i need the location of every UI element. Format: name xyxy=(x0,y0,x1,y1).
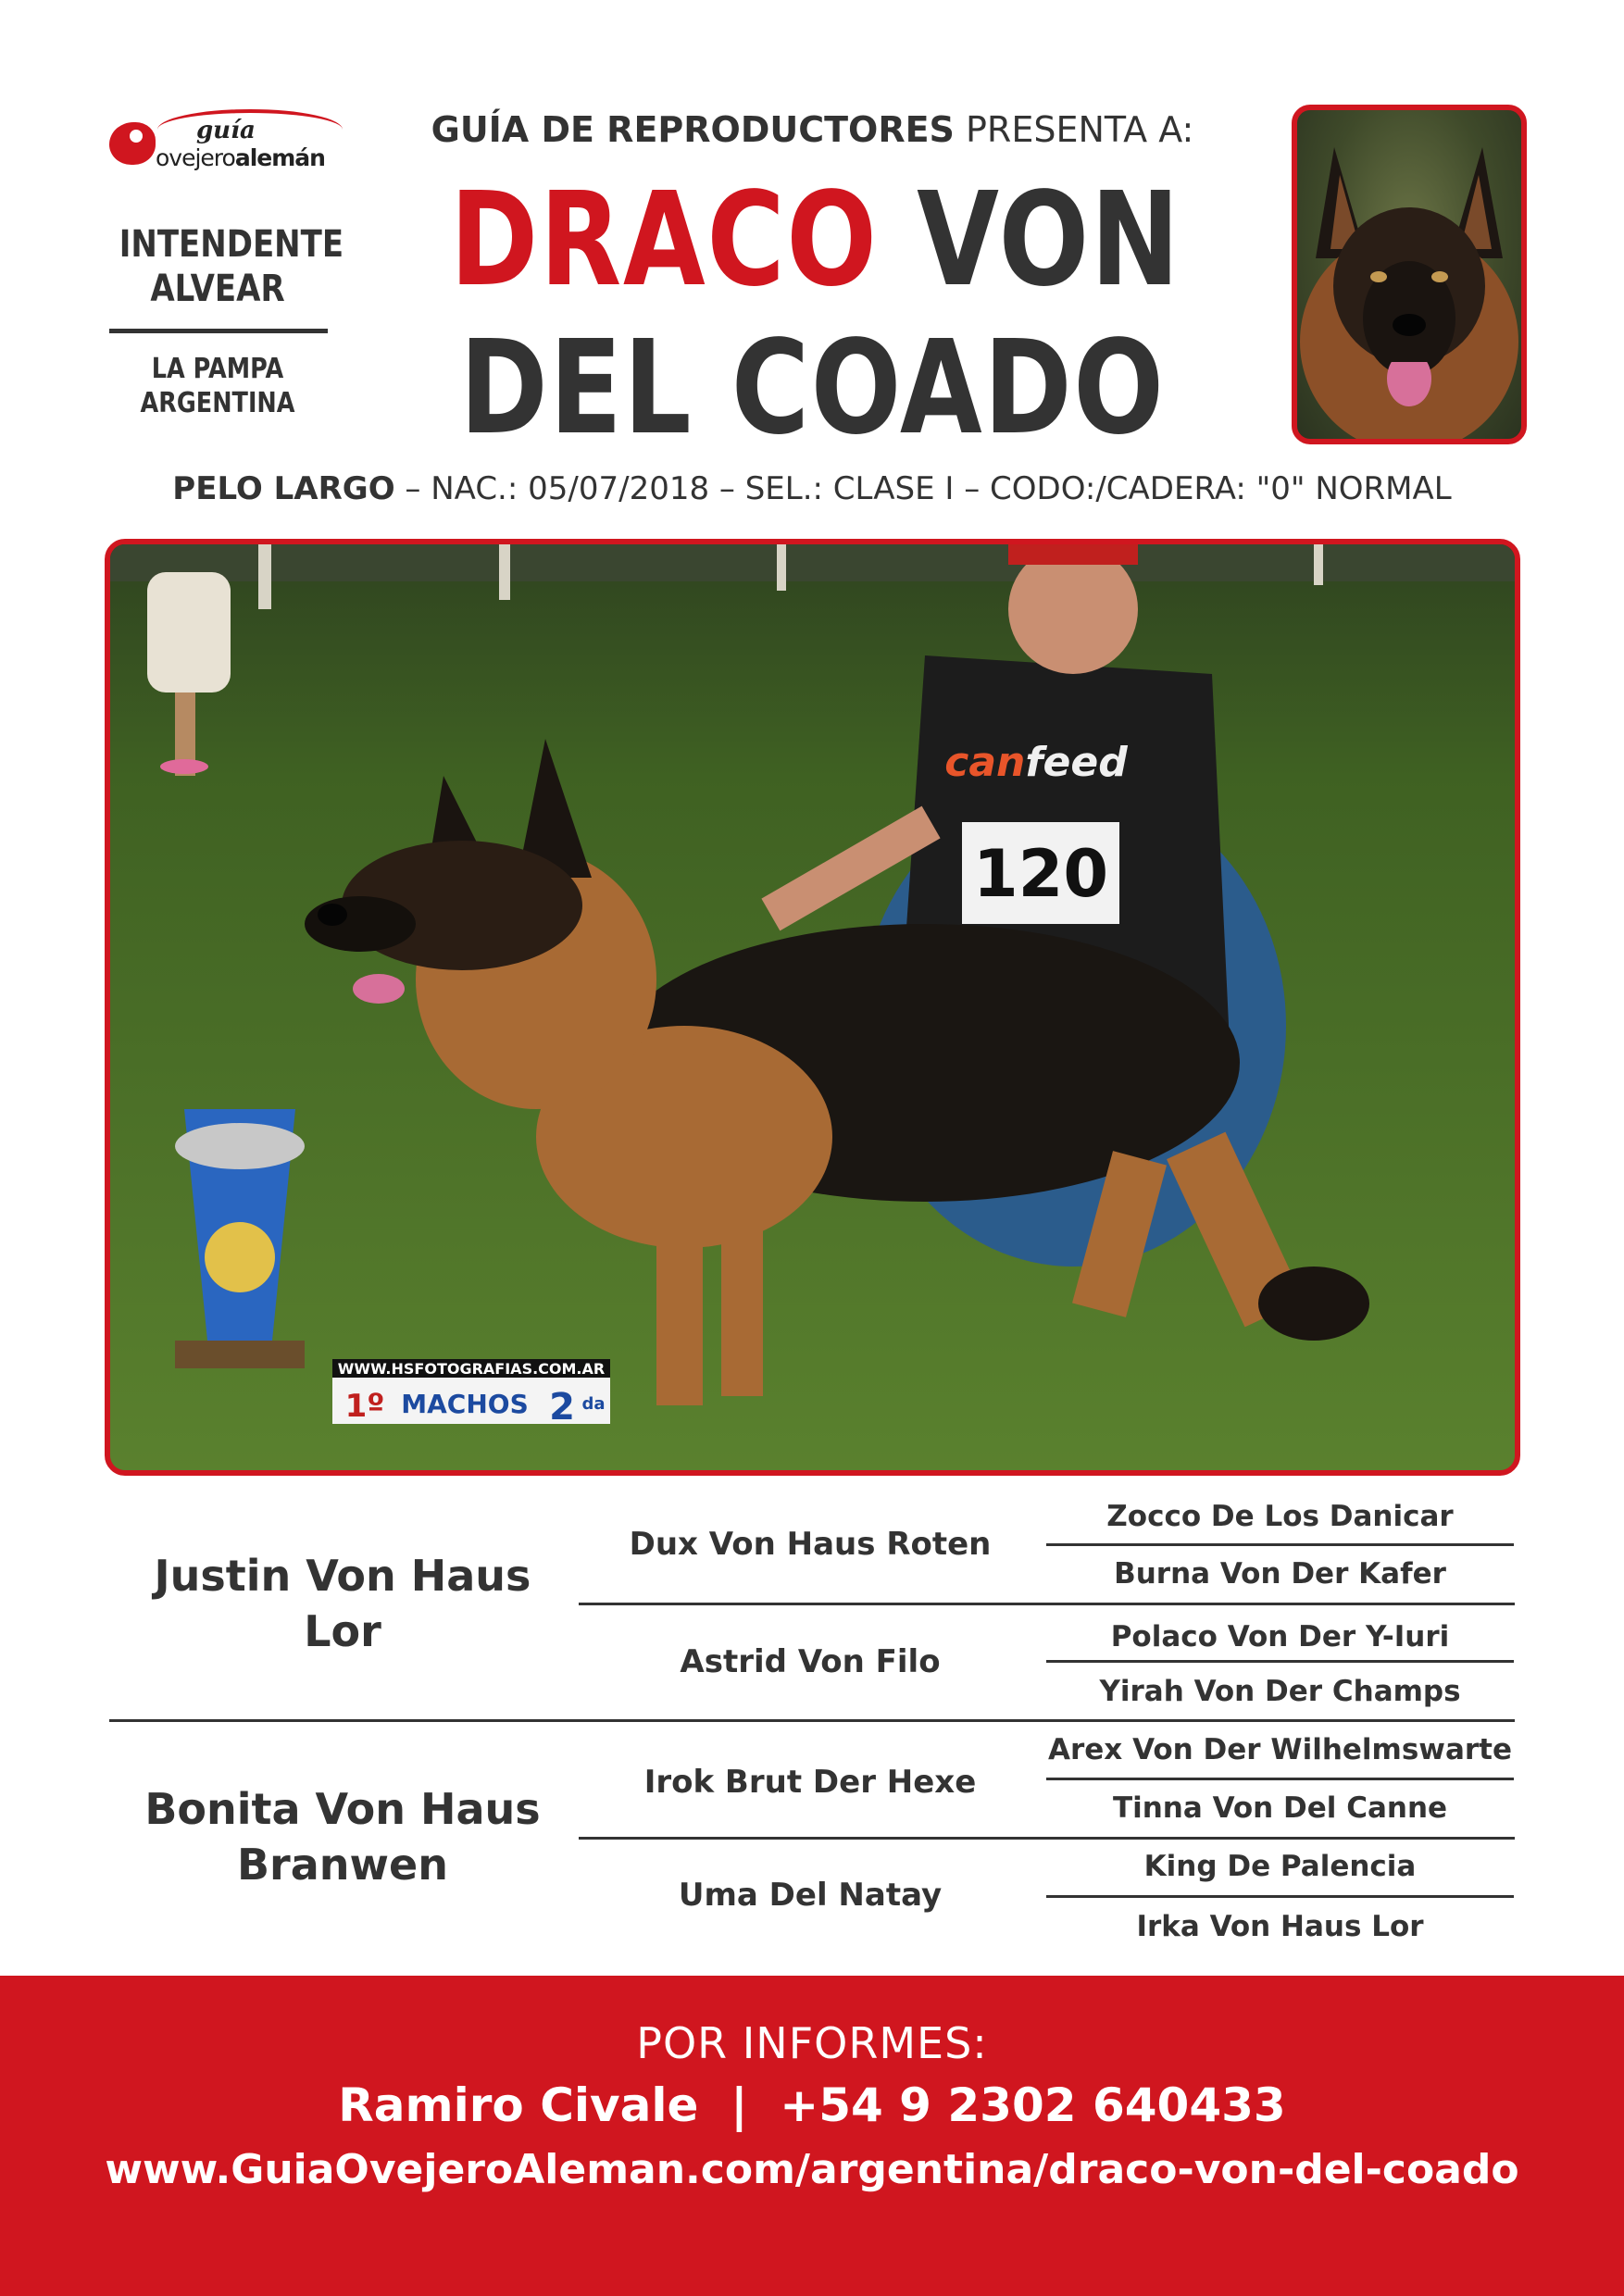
bib-number: 120 xyxy=(972,836,1109,912)
location-divider xyxy=(109,329,328,333)
presenta-bold: GUÍA DE REPRODUCTORES xyxy=(431,109,955,150)
pedigree-sire: Justin Von Haus Lor xyxy=(154,1551,531,1656)
presenta-line xyxy=(370,109,1255,150)
footer-label: POR INFORMES: xyxy=(636,2018,988,2068)
dog-portrait-photo xyxy=(1292,105,1527,444)
sign-number: 2 xyxy=(549,1386,575,1429)
brand-logo xyxy=(104,102,344,176)
pedigree-great-8: Irka Von Haus Lor xyxy=(1136,1910,1424,1943)
birth-selection-health: – NAC.: 05/07/2018 – SEL.: CLASE I – CODO:/CADERA: "0" NORMAL xyxy=(394,470,1452,507)
pedigree-great-7: King De Palencia xyxy=(1143,1850,1417,1883)
pedigree-great-4: Yirah Von Der Champs xyxy=(1099,1675,1461,1708)
vest-brand-white: feed xyxy=(1025,739,1128,786)
logo-guia-text: guía xyxy=(196,117,256,144)
pedigree-dam: Bonita Von Haus Branwen xyxy=(144,1784,541,1890)
logo-brand-bold: alemán xyxy=(234,144,325,171)
logo-brand-light: ovejero xyxy=(156,144,235,171)
dog-name-dark: VON xyxy=(878,165,1181,316)
presenta-rest: PRESENTA A: xyxy=(954,109,1194,150)
main-show-photo xyxy=(105,539,1520,1476)
location-region: LA PAMPA ARGENTINA xyxy=(140,353,295,419)
pedigree-divider-great-2 xyxy=(1046,1660,1514,1663)
sign-class: MACHOS xyxy=(401,1389,529,1419)
pedigree-sire-dam: Astrid Von Filo xyxy=(680,1643,941,1680)
pedigree-great-2: Burna Von Der Kafer xyxy=(1114,1557,1446,1591)
pedigree-great-1: Zocco De Los Danicar xyxy=(1106,1500,1454,1533)
vest-brand xyxy=(944,739,1128,786)
pedigree-divider-sire xyxy=(579,1603,1515,1605)
pedigree-divider-main-long xyxy=(109,1719,1515,1722)
dog-portrait-illustration xyxy=(1297,110,1521,439)
pedigree-dam-sire: Irok Brut Der Hexe xyxy=(643,1764,977,1801)
dog-name-red: DRACO xyxy=(449,165,879,316)
pedigree-great-5: Arex Von Der Wilhelmswarte xyxy=(1048,1733,1512,1766)
sign-place: 1º xyxy=(344,1388,385,1425)
pedigree-great-6: Tinna Von Del Canne xyxy=(1112,1791,1448,1825)
footer-contact: Ramiro Civale | +54 9 2302 640433 xyxy=(338,2078,1286,2132)
footer-url-link[interactable]: www.GuiaOvejeroAleman.com/argentina/draco-von-del-coado xyxy=(105,2146,1519,2193)
dog-name-line-1 xyxy=(449,165,1181,316)
logo-brand-text xyxy=(156,144,325,171)
pedigree-divider-great-3 xyxy=(1046,1778,1514,1780)
pedigree-divider-great-1 xyxy=(1046,1543,1514,1546)
dog-head-icon xyxy=(109,122,156,165)
pedigree-sire-sire: Dux Von Haus Roten xyxy=(629,1526,992,1563)
pedigree-great-3: Polaco Von Der Y-Iuri xyxy=(1110,1620,1450,1653)
sign-suffix: da xyxy=(581,1394,606,1414)
pedigree-dam-dam: Uma Del Natay xyxy=(678,1877,943,1914)
pedigree-divider-great-4 xyxy=(1046,1895,1514,1898)
dog-name-line-2: DEL COADO xyxy=(459,313,1166,464)
location-city: INTENDENTE ALVEAR xyxy=(119,223,344,310)
coat-type: PELO LARGO xyxy=(172,470,395,507)
pedigree-divider-dam xyxy=(579,1837,1515,1840)
dog-details-line xyxy=(56,470,1568,507)
vest-brand-red: can xyxy=(944,739,1026,786)
sign-url: WWW.HSFOTOGRAFIAS.COM.AR xyxy=(337,1360,606,1378)
show-scene-illustration xyxy=(110,544,1515,1470)
